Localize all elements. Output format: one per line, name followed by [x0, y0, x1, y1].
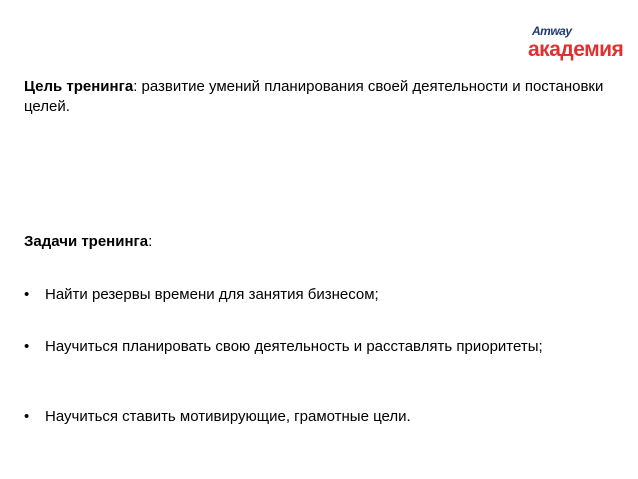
bullet-icon: • — [24, 338, 30, 355]
list-item-text: Найти резервы времени для занятия бизнесом; — [45, 286, 379, 303]
logo-academy-text: академия — [528, 38, 624, 61]
amway-academy-logo — [528, 24, 624, 70]
list-item-text: Научиться планировать свою деятельность и расставлять приоритеты; — [45, 338, 543, 355]
logo-brand-text: Amway — [532, 24, 572, 38]
list-item-text: Научиться ставить мотивирующие, грамотные цели. — [45, 408, 411, 425]
goal-label: Цель тренинга — [24, 78, 134, 95]
tasks-label: Задачи тренинга — [24, 233, 149, 250]
bullet-icon: • — [24, 286, 30, 303]
tasks-heading — [24, 232, 152, 252]
tasks-colon: : — [148, 233, 153, 250]
bullet-icon: • — [24, 408, 30, 425]
training-goal — [24, 77, 614, 117]
goal-text: : развитие умений планирования своей деятельности и постановки целей. — [24, 78, 604, 115]
